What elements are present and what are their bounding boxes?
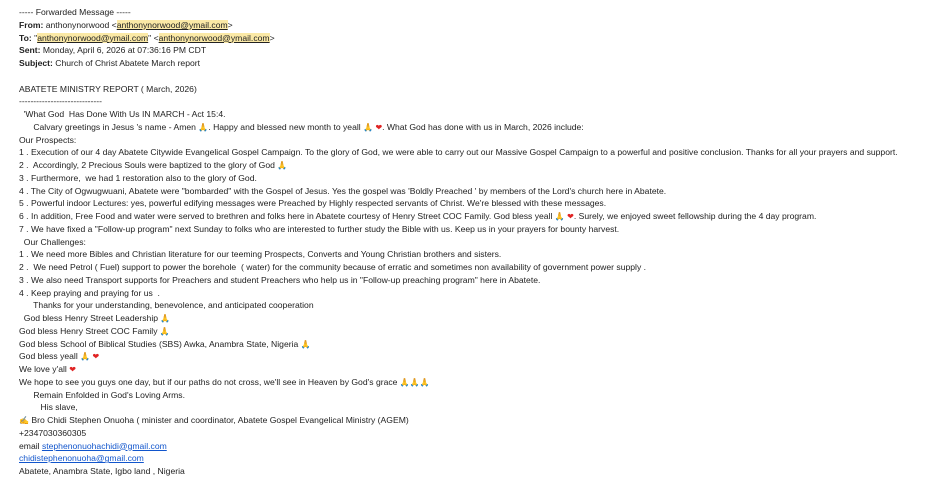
prospect-item-6-text-a: 6 . In addition, Free Food and water were served to brethren and folks here in Abatete courtesy of Henry Street COC Family. God bless yeall xyxy=(19,211,555,221)
sent-label: Sent: xyxy=(19,45,41,56)
hope-text: We hope to see you guys one day, but if our paths do not cross, we'll see in Heaven by God's grace xyxy=(19,376,400,387)
to-email-link-2[interactable]: anthonynorwood@ymail.com xyxy=(158,32,270,43)
to-close: > xyxy=(269,32,275,43)
bless-school-line xyxy=(19,338,947,351)
from-label: From: xyxy=(19,19,44,30)
greeting-part-3: . What God has done with us in March, 2026 include: xyxy=(382,121,584,132)
praying-hands-icon: 🙏 xyxy=(363,122,374,132)
praying-hands-icon: 🙏 xyxy=(80,352,91,362)
bless-school-text: God bless School of Biblical Studies (SBS) Awka, Anambra State, Nigeria xyxy=(19,338,301,349)
prospect-item-6-text-b: . Surely, we enjoyed sweet fellowship during the 4 day program. xyxy=(573,211,817,221)
praying-hands-icon: 🙏 xyxy=(159,326,170,336)
remain-line: Remain Enfolded in God's Loving Arms. xyxy=(19,389,185,400)
prospect-item-1: 1 . Execution of our 4 day Abatete Citywide Evangelical Gospel Campaign. To the glory of God, we were able to carry out our Massive Gospel Campaign to a powerful and positive conclusion. Thanks for all your prayers and support. xyxy=(19,147,898,158)
from-close: > xyxy=(227,19,233,30)
email-label: email xyxy=(19,440,42,451)
bless-yeall-text: God bless yeall xyxy=(19,351,81,362)
thanks-line: Thanks for your understanding, benevolence, and anticipated cooperation xyxy=(19,300,314,311)
challenge-item-1: 1 . We need more Bibles and Christian literature for our teeming Prospects, Converts and Young Christian brothers and sisters. xyxy=(19,249,502,260)
from-email-link[interactable]: anthonynorwood@ymail.com xyxy=(116,19,228,30)
love-text: We love y'all xyxy=(19,364,70,374)
prospect-item-3: 3 . Furthermore, we had 1 restoration also to the glory of God. xyxy=(19,172,257,183)
red-heart-icon: ❤ xyxy=(375,122,383,132)
hope-line xyxy=(19,376,947,389)
phone-line: +2347030360305 xyxy=(19,427,87,438)
divider-line: ----------------------------- xyxy=(19,96,102,107)
location-line: Abatete, Anambra State, Igbo land , Nigeria xyxy=(19,466,185,476)
challenge-item-3: 3 . We also need Transport supports for Preachers and student Preachers who help us in "Follow-up preaching program" here in Abatete. xyxy=(19,274,541,285)
prospect-item-4: 4 . The City of Ogwugwuani, Abatete were "bombarded" with the Gospel of Jesus. Yes the gospel was 'Boldly Preached ' by members of the Lord's church here in Abatete. xyxy=(19,185,667,196)
signature-text: Bro Chidi Stephen Onuoha ( minister and coordinator, Abatete Gospel Evangelical Ministry (AGEM) xyxy=(28,415,409,425)
love-line xyxy=(19,363,947,376)
email-link-1[interactable]: stephenonuohachidi@gmail.com xyxy=(41,440,167,451)
red-heart-icon: ❤ xyxy=(92,352,100,362)
email-line xyxy=(19,440,947,453)
prospect-item-7: 7 . We have fixed a "Follow-up program" next Sunday to folks who are interested to further study the Bible with us. Keep us in your prayers for bounty harvest. xyxy=(19,223,620,234)
praying-hands-icon: 🙏 xyxy=(554,212,565,221)
greeting-line xyxy=(19,121,947,134)
from-name: anthonynorwood < xyxy=(45,19,117,30)
red-heart-icon: ❤ xyxy=(69,365,76,374)
bless-leadership-text: God bless Henry Street Leadership xyxy=(19,313,161,323)
praying-hands-icon: 🙏 xyxy=(300,339,311,349)
prospect-item-6 xyxy=(19,210,947,223)
spacer xyxy=(19,70,947,83)
praying-hands-icon: 🙏 xyxy=(419,377,430,387)
prospect-item-2 xyxy=(19,159,947,172)
what-god-line: 'What God Has Done With Us IN MARCH - Act 15:4. xyxy=(19,109,226,119)
bless-leadership-line xyxy=(19,312,947,325)
praying-hands-icon: 🙏 xyxy=(399,377,410,387)
report-title: ABATETE MINISTRY REPORT ( March, 2026) xyxy=(19,83,197,94)
subject-label: Subject: xyxy=(19,58,53,68)
bless-family-line xyxy=(19,325,947,338)
greeting-part-1: Calvary greetings in Jesus 's name - Amen xyxy=(19,121,199,132)
forwarded-banner: ----- Forwarded Message ----- xyxy=(19,7,131,17)
challenge-item-4: 4 . Keep praying and praying for us . xyxy=(19,287,160,298)
to-quote-open: " xyxy=(34,32,38,43)
to-label: To: xyxy=(19,32,32,43)
prospects-heading: Our Prospects: xyxy=(19,134,77,145)
greeting-part-2: . Happy and blessed new month to yeall xyxy=(208,121,364,132)
bless-yeall-line xyxy=(19,350,947,363)
from-row xyxy=(19,19,947,32)
subject-row xyxy=(19,57,947,70)
writing-hand-icon: ✍ xyxy=(19,416,29,425)
to-email-link-1[interactable]: anthonynorwood@ymail.com xyxy=(37,32,149,43)
to-quote-close: " < xyxy=(148,32,159,43)
praying-hands-icon: 🙏 xyxy=(160,314,171,323)
praying-hands-icon: 🙏 xyxy=(277,161,288,170)
his-slave-line: His slave, xyxy=(19,402,78,413)
red-heart-icon: ❤ xyxy=(567,212,574,221)
to-row xyxy=(19,32,947,45)
sent-row xyxy=(19,44,947,57)
subject-value: Church of Christ Abatete March report xyxy=(55,58,201,68)
challenge-item-2: 2 . We need Petrol ( Fuel) support to power the borehole ( water) for the community because of erratic and sometimes non availability of government power supply . xyxy=(19,262,647,272)
email-line-2 xyxy=(19,452,947,465)
bless-family-text: God bless Henry Street COC Family xyxy=(19,325,160,336)
prospect-item-5: 5 . Powerful indoor Lectures: yes, powerful edifying messages were Preached by Highly respected servants of Christ. We're blessed with these messages. xyxy=(19,198,607,209)
signature-line xyxy=(19,414,947,427)
email-link-2[interactable]: chidistephenonuoha@gmail.com xyxy=(19,453,144,464)
sent-value: Monday, April 6, 2026 at 07:36:16 PM CDT xyxy=(42,45,207,56)
prospect-item-2-text: 2 . Accordingly, 2 Precious Souls were baptized to the glory of God xyxy=(19,160,278,170)
praying-hands-icon: 🙏 xyxy=(198,122,209,132)
challenges-heading: Our Challenges: xyxy=(19,236,86,247)
praying-hands-icon: 🙏 xyxy=(409,377,420,387)
